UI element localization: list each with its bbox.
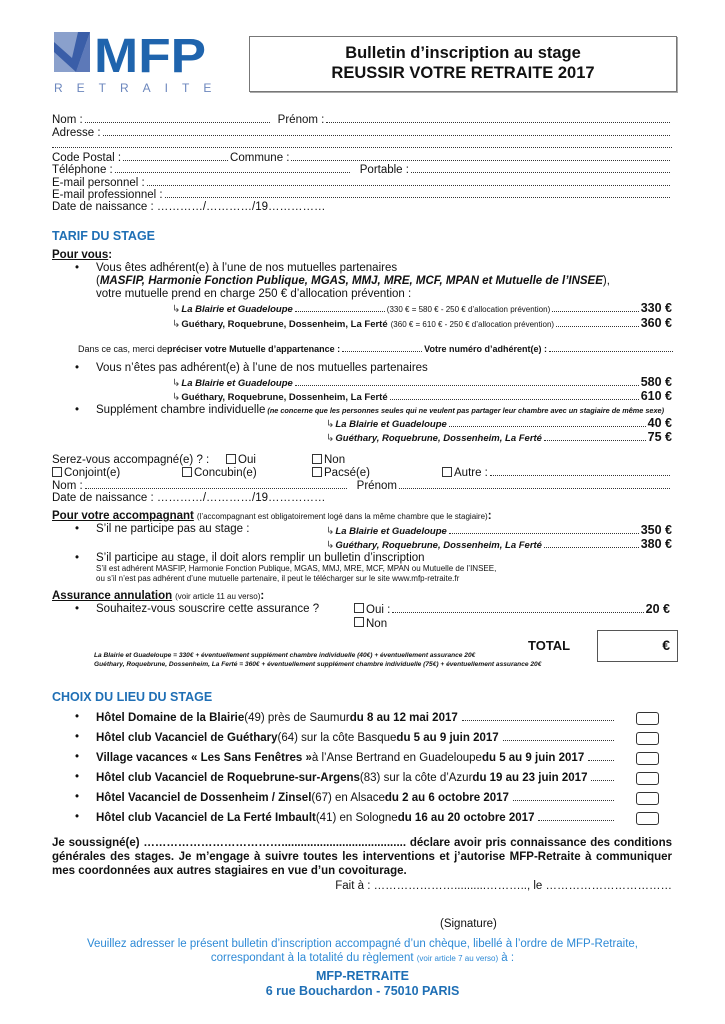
lieu-text	[96, 791, 616, 805]
supplement-note: (ne concerne que les personnes seules qui ne veulent pas partager leur chambre avec un stagiaire de même sexe)	[267, 406, 665, 415]
dotted-leader	[544, 538, 639, 548]
assurance-non[interactable]	[354, 617, 454, 631]
bullet: •	[75, 751, 80, 763]
participe-text: S’il participe au stage, il doit alors remplir un bulletin d’inscription	[96, 552, 425, 564]
acc-nom-row	[52, 479, 672, 493]
arrow-icon: ↳	[172, 378, 181, 389]
lieu-name: Hôtel club Vacanciel de Roquebrune-sur-Argens	[96, 772, 360, 784]
lieu-dates: du 16 au 20 octobre 2017	[397, 812, 535, 824]
assurance-question: Souhaitez-vous souscrire cette assurance ?	[96, 603, 320, 615]
total-field[interactable]	[597, 630, 678, 662]
ne-participe-text: S’il ne participe pas au stage :	[96, 523, 250, 535]
pour-accompagnant: Pour votre accompagnant	[52, 510, 194, 522]
arrow-icon: ↳	[326, 433, 335, 444]
bullet: •	[75, 362, 80, 374]
code-postal-label: Code Postal :	[52, 151, 122, 164]
lieu-label: Guéthary, Roquebrune, Dossenheim, La Ferté	[181, 392, 388, 403]
lieu-name: Village vacances « Les Sans Fenêtres »	[96, 752, 312, 764]
lieu-location: (83) sur la côte d’Azur	[359, 772, 473, 784]
paren: (	[96, 275, 100, 287]
signature-label: (Signature)	[440, 918, 497, 930]
prenom-field[interactable]	[326, 113, 670, 123]
acc-nom-label: Nom :	[52, 480, 83, 492]
adresse-field[interactable]	[103, 126, 670, 136]
pour-accompagnant-heading	[52, 510, 672, 523]
colon: :	[108, 249, 113, 261]
price: 40 €	[647, 416, 672, 430]
email-perso-label: E-mail personnel :	[52, 176, 145, 189]
mutuelle-label: préciser votre Mutuelle d’appartenance :	[167, 344, 341, 354]
relation-row	[52, 466, 672, 480]
dotted-leader	[390, 390, 639, 400]
lieu-text	[96, 751, 616, 765]
declaration-text: Je soussigné(e) ………………………………....................................... déclare avoir pris connaissance des conditions générales des stages. Je m’engage à suivre toutes les interventions et j’autorise MFP-Retraite à communiquer mes coordonnées aux autres stagiaires en vue d’un covoiturage.	[52, 837, 672, 877]
price: 380 €	[640, 537, 672, 551]
lieu-label: Guéthary, Roquebrune, Dossenheim, La Ferté	[335, 540, 542, 551]
svg-text:RETRAITE: RETRAITE	[54, 81, 214, 94]
lieu-label: La Blairie et Guadeloupe	[181, 378, 293, 389]
dotted-leader	[513, 791, 614, 801]
lieu-checkbox[interactable]	[636, 812, 659, 825]
checkbox[interactable]	[226, 454, 236, 464]
footer	[0, 938, 725, 999]
mutuelle-precision-row	[78, 342, 675, 356]
dotted-leader	[591, 771, 614, 781]
prenom-label: Prénom :	[277, 114, 325, 126]
bullet: •	[75, 731, 80, 743]
dotted-leader	[295, 376, 639, 386]
bullet: •	[75, 552, 80, 564]
assurance-title: Assurance annulation	[52, 590, 173, 602]
footer-l2-end: à :	[498, 951, 515, 964]
dotted-leader	[588, 751, 614, 761]
colon: :	[260, 590, 265, 602]
checkbox[interactable]	[312, 467, 322, 477]
price: 580 €	[640, 375, 672, 389]
adherent-line1: Vous êtes adhérent(e) à l’une de nos mutuelles partenaires	[96, 262, 398, 274]
tarif-non-adherent-guethary	[172, 390, 672, 404]
dotted-leader	[544, 431, 646, 441]
arrow-icon: ↳	[172, 304, 181, 315]
lieu-name: Hôtel club Vacanciel de Guéthary	[96, 732, 278, 744]
lieu-dates: du 5 au 9 juin 2017	[481, 752, 585, 764]
oui-label: Oui :	[366, 604, 391, 616]
lieu-text	[96, 731, 616, 745]
tarif-heading: TARIF DU STAGE	[52, 229, 156, 243]
bullet: •	[75, 771, 80, 783]
adresse-label: Adresse :	[52, 126, 101, 139]
bullet: •	[75, 603, 80, 615]
price: 330 €	[640, 301, 672, 315]
footer-l2-note: (voir article 7 au verso)	[416, 953, 499, 963]
pour-accompagnant-note: (l’accompagnant est obligatoirement logé dans la même chambre que le stagiaire)	[196, 512, 488, 521]
autre-label: Autre :	[454, 467, 488, 479]
colon: :	[487, 510, 492, 522]
oui-label: Oui	[238, 454, 256, 466]
lieu-label: La Blairie et Guadeloupe	[335, 526, 447, 537]
telephone-label: Téléphone :	[52, 164, 113, 176]
dotted-leader	[392, 603, 643, 613]
arrow-icon: ↳	[172, 319, 181, 330]
arrow-icon: ↳	[326, 526, 335, 537]
adherent-line3: votre mutuelle prend en charge 250 € d’allocation prévention :	[96, 288, 412, 300]
currency: €	[662, 637, 670, 653]
mfp-retraite-logo	[54, 32, 214, 94]
autre-field[interactable]	[490, 466, 670, 476]
footer-l2-text: correspondant à la totalité du règlement	[210, 951, 414, 964]
svg-text:MFP: MFP	[94, 32, 206, 83]
portable-field[interactable]	[411, 163, 670, 173]
lieu-dates: du 19 au 23 juin 2017	[472, 772, 588, 784]
bullet: •	[75, 404, 80, 416]
adherent-line2	[96, 275, 672, 288]
bullet: •	[75, 523, 80, 535]
lieu-dates: du 8 au 12 mai 2017	[349, 712, 458, 724]
footer-org: MFP-RETRAITE	[315, 969, 410, 983]
lieu-label: La Blairie et Guadeloupe	[335, 419, 447, 430]
checkbox[interactable]	[182, 467, 192, 477]
arrow-icon: ↳	[326, 540, 335, 551]
pour-vous-label	[52, 249, 672, 262]
numero-adherent-label: Votre numéro d’adhérent(e) :	[424, 344, 547, 354]
dotted-leader	[462, 711, 614, 721]
lieu-dates: du 5 au 9 juin 2017	[396, 732, 499, 744]
lieu-checkbox[interactable]	[636, 752, 659, 765]
checkbox[interactable]	[354, 617, 364, 627]
portable-label: Portable :	[359, 164, 409, 176]
lieu-text	[96, 711, 616, 725]
assurance-oui[interactable]	[354, 603, 670, 617]
acc-prenom-field[interactable]	[399, 479, 670, 489]
lieu-name: Hôtel Domaine de la Blairie	[96, 712, 245, 724]
dotted-leader	[556, 317, 639, 327]
non-label: Non	[324, 454, 346, 466]
email-perso-field[interactable]	[147, 176, 670, 186]
email-pro-field[interactable]	[165, 188, 670, 198]
non-label: Non	[366, 618, 388, 630]
acc-blairie	[326, 524, 672, 538]
lieu-text	[96, 771, 616, 785]
price-note: (330 € = 580 € - 250 € d’allocation prévention)	[386, 305, 551, 314]
footer-line2	[0, 952, 725, 966]
price: 75 €	[647, 430, 672, 444]
arrow-icon: ↳	[326, 419, 335, 430]
acc-guethary	[326, 538, 672, 552]
checkbox[interactable]	[312, 454, 322, 464]
acc-naissance[interactable]: Date de naissance : …………/…………/19……………	[52, 492, 326, 504]
lieu-location: (41) en Sologne	[315, 812, 398, 824]
lieu-label: Guéthary, Roquebrune, Dossenheim, La Ferté	[181, 319, 388, 330]
price: 20 €	[645, 602, 670, 616]
dotted-leader	[503, 731, 614, 741]
supplement-blairie	[326, 417, 672, 431]
participe-note1: S’il est adhérent MASFIP, Harmonie Fonction Publique, MGAS, MMJ, MRE, MCF, MPAN ou Mutuelle de l’INSEE,	[96, 564, 497, 573]
lieu-text	[96, 811, 616, 825]
assurance-note: (voir article 11 au verso)	[175, 592, 261, 601]
title-line2: REUSSIR VOTRE RETRAITE 2017	[331, 64, 595, 82]
dotted-leader	[552, 302, 638, 312]
non-adherent-line: Vous n’êtes pas adhérent(e) à l’une de nos mutuelles partenaires	[96, 362, 428, 374]
lieu-dates: du 2 au 6 octobre 2017	[384, 792, 509, 804]
lieu-checkbox[interactable]	[636, 732, 659, 745]
dotted-leader	[295, 302, 385, 312]
dotted-leader	[449, 417, 646, 427]
arrow-icon: ↳	[172, 392, 181, 403]
lieu-label: La Blairie et Guadeloupe	[181, 304, 293, 315]
supplement-text: Supplément chambre individuelle	[96, 404, 266, 416]
lieu-checkbox[interactable]	[636, 712, 659, 725]
footer-address: 6 rue Bouchardon - 75010 PARIS	[265, 984, 460, 998]
bullet: •	[75, 711, 80, 723]
total-label: TOTAL	[528, 638, 571, 653]
footer-line1: Veuillez adresser le présent bulletin d’inscription accompagné d’un chèque, libellé à l’ordre de MFP-Retraite,	[86, 938, 639, 950]
lieu-name: Hôtel club Vacanciel de La Ferté Imbault	[96, 812, 316, 824]
dotted-leader	[538, 811, 614, 821]
acc-prenom-label: Prénom	[356, 480, 397, 492]
tarif-adherent-guethary	[172, 317, 672, 331]
title-line1: Bulletin d’inscription au stage	[345, 44, 581, 62]
nom-field[interactable]	[85, 113, 270, 123]
total-note1: La Blairie et Guadeloupe = 330€ + éventuellement supplément chambre individuelle (40€) + éventuellement assurance 20€	[94, 652, 476, 659]
dotted-leader	[449, 524, 639, 534]
bullet: •	[75, 811, 80, 823]
supplement-guethary	[326, 431, 672, 445]
mutuelles-list: MASFIP, Harmonie Fonction Publique, MGAS, MMJ, MRE, MCF, MPAN et Mutuelle de l’INSEE	[99, 275, 603, 287]
assurance-heading	[52, 590, 672, 603]
lieu-location: à l’Anse Bertrand en Guadeloupe	[311, 752, 482, 764]
lieu-location: (64) sur la côte Basque	[277, 732, 397, 744]
numero-adherent-field[interactable]	[549, 342, 673, 352]
lieu-location: (67) en Alsace	[311, 792, 385, 804]
checkbox[interactable]	[52, 467, 62, 477]
price: 360 €	[640, 316, 672, 330]
checkbox[interactable]	[354, 603, 364, 613]
price: 610 €	[640, 389, 672, 403]
telephone-field[interactable]	[115, 163, 350, 173]
tarif-adherent-blairie	[172, 302, 672, 316]
fait-a-field[interactable]: Fait à : …………………..........……….., le ……………………………	[335, 880, 672, 892]
adresse-field-2[interactable]	[52, 138, 672, 148]
total-note2: Guéthary, Roquebrune, Dossenheim, La Ferté = 360€ + éventuellement supplément chambre individuelle (75€) + éventuellement assurance 20€	[94, 661, 542, 668]
lieu-checkbox[interactable]	[636, 772, 659, 785]
lieu-label: Guéthary, Roquebrune, Dossenheim, La Ferté	[335, 433, 542, 444]
accompagne-question: Serez-vous accompagné(e) ? :	[52, 454, 210, 466]
acc-nom-field[interactable]	[85, 479, 347, 489]
concubin-label: Concubin(e)	[194, 467, 257, 479]
naissance-row	[52, 201, 672, 214]
naissance-field[interactable]: Date de naissance : …………/…………/19……………	[52, 200, 326, 213]
title-box	[249, 36, 677, 92]
pacse-label: Pacsé(e)	[324, 467, 371, 479]
lieu-name: Hôtel Vacanciel de Dossenheim / Zinsel	[96, 792, 312, 804]
preciser-text: Dans ce cas, merci de	[78, 344, 168, 354]
paren: ),	[602, 275, 610, 287]
bullet: •	[75, 262, 80, 274]
tarif-non-adherent-blairie	[172, 376, 672, 390]
commune-field[interactable]	[291, 151, 670, 161]
lieu-heading: CHOIX DU LIEU DU STAGE	[52, 690, 213, 704]
participe-note2: ou s’il n’est pas adhérent d’une mutuelle partenaire, il peut le télécharger sur le site www.mfp-retraite.fr	[96, 574, 460, 583]
adresse-row-2	[52, 138, 672, 148]
code-postal-field[interactable]	[123, 151, 228, 161]
mutuelle-field[interactable]	[342, 342, 422, 352]
lieu-location: (49) près de Saumur	[244, 712, 350, 724]
price: 350 €	[640, 523, 672, 537]
supplement-line	[96, 404, 672, 417]
bullet: •	[75, 791, 80, 803]
lieu-checkbox[interactable]	[636, 792, 659, 805]
price-note: (360 € = 610 € - 250 € d’allocation prévention)	[390, 320, 555, 329]
email-pro-label: E-mail professionnel :	[52, 189, 163, 201]
pour-vous-text: Pour vous	[52, 249, 109, 261]
commune-label: Commune :	[230, 151, 290, 164]
conjoint-label: Conjoint(e)	[64, 467, 121, 479]
checkbox[interactable]	[442, 467, 452, 477]
nom-label: Nom :	[52, 114, 83, 126]
